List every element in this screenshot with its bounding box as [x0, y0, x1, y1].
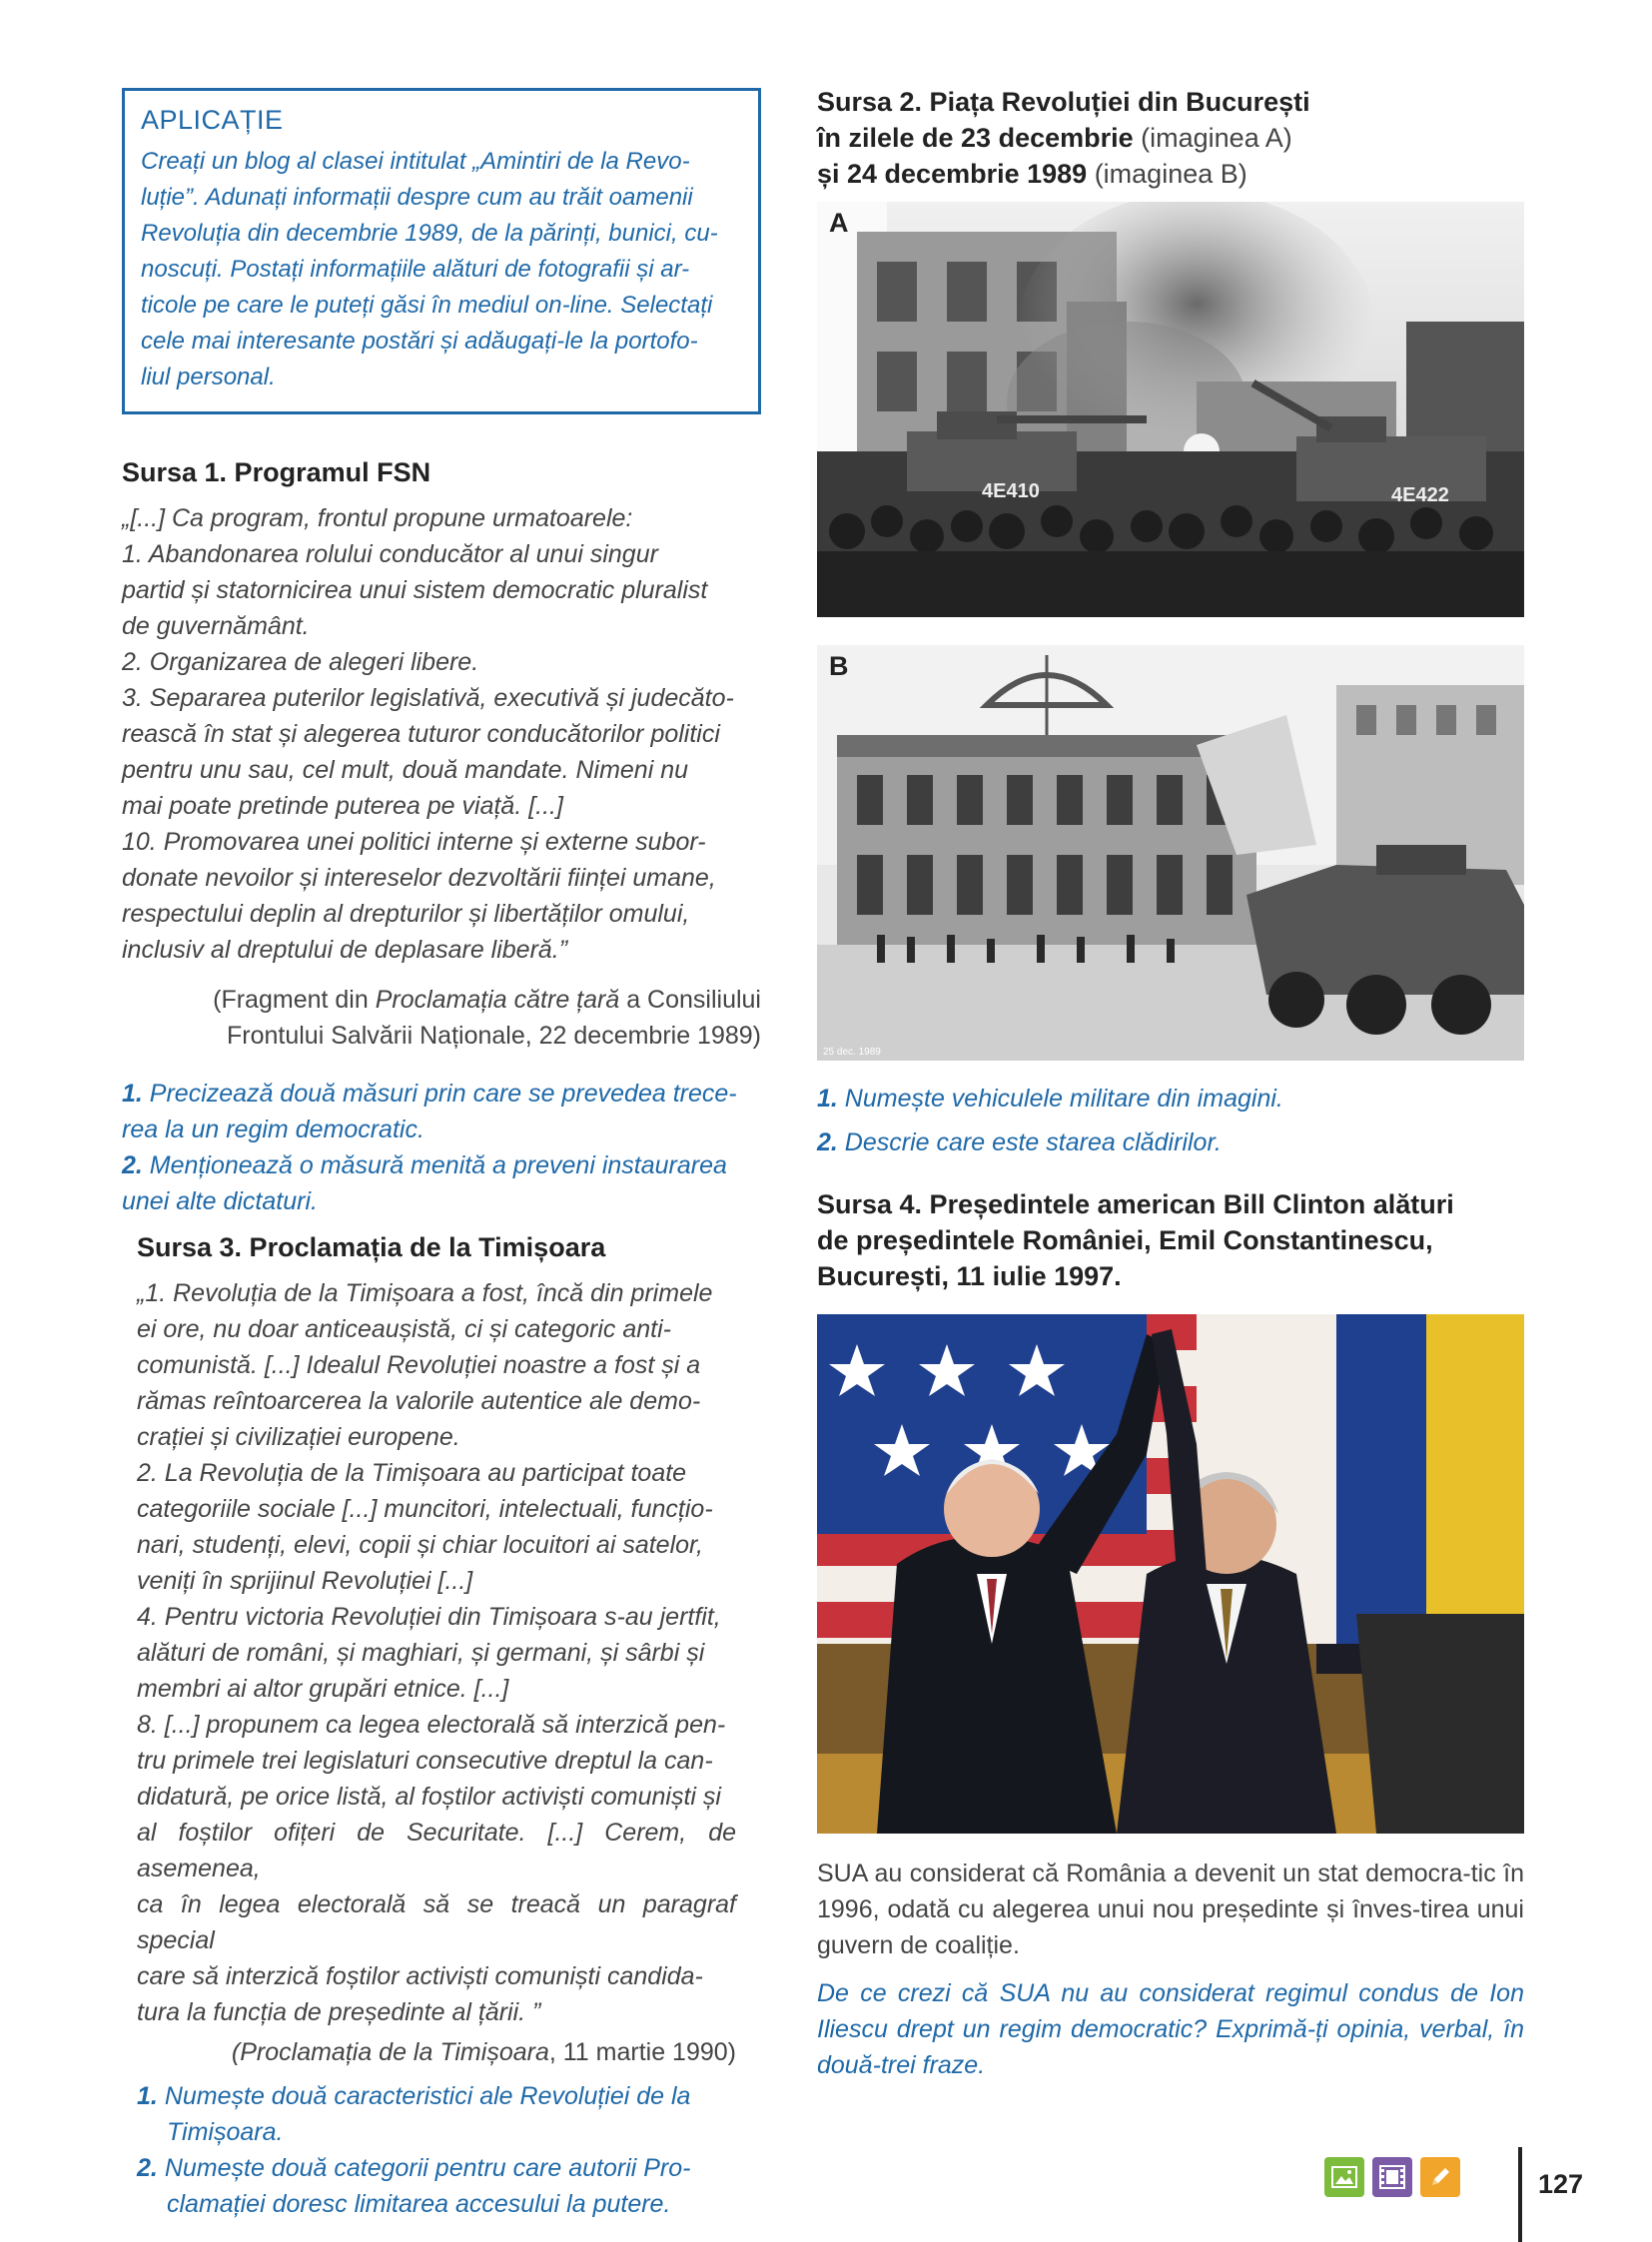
source4-question: De ce crezi că SUA nu au considerat regimul condus de Ion Iliescu drept un regim democratic? Exprimă-ți opinia, verbal, în două-trei fraze. [817, 1979, 1524, 2079]
title-line [817, 156, 1524, 192]
source1-citation [122, 982, 761, 1054]
title-bold: și 24 decembrie 1989 [817, 159, 1088, 189]
source1-line: 10. Promovarea unei politici interne și externe subor- [122, 828, 706, 856]
source1-text [122, 500, 761, 968]
source3-line: tura la funcția de președinte al țării. ” [137, 1998, 541, 2026]
application-line: noscuți. Postați informațiile alături de fotografii și ar- [141, 256, 690, 283]
source3-line: rămas reîntoarcerea la valorile autentice ale demo- [137, 1387, 701, 1415]
source3-line: crației și civilizației europene. [137, 1423, 460, 1451]
photo-b [817, 645, 1524, 1061]
source4-title [817, 1186, 1524, 1294]
source3-citation [137, 2034, 736, 2070]
photo-b-image [817, 645, 1524, 1061]
source2-question-2 [817, 1124, 1524, 1160]
source3-line: alături de români, și maghiari, și germani, și sârbi și [137, 1639, 705, 1667]
question-number: 2. [817, 1128, 838, 1156]
source3-line: care să interzică foștilor activiști comuniști candida- [137, 1962, 703, 1990]
source3-line: al foștilor ofițeri de Securitate. [...] Cerem, de asemenea, [137, 1819, 736, 1882]
question-number: 2. [137, 2154, 158, 2182]
application-line: Revoluția din decembrie 1989, de la părinți, bunici, cu- [141, 220, 718, 247]
photo-a-image [817, 202, 1524, 617]
source3-line: categoriile sociale [...] muncitori, intelectuali, funcțio- [137, 1495, 713, 1523]
application-title: APLICAȚIE [141, 105, 284, 135]
pencil-icon[interactable] [1420, 2157, 1460, 2197]
source2-question-1 [817, 1081, 1524, 1117]
source1-title: Sursa 1. Programul FSN [122, 457, 431, 487]
title-line: Sursa 4. Președintele american Bill Clinton alături [817, 1189, 1454, 1219]
question-text: Precizează două măsuri prin care se prevedea trece-rea la un regim democratic. [122, 1080, 737, 1143]
source3-title: Sursa 3. Proclamația de la Timișoara [137, 1232, 606, 1262]
source3-line: 8. [...] propunem ca legea electorală să interzică pen- [137, 1711, 726, 1739]
source2-title [817, 84, 1524, 192]
tank-plate-1: 4E410 [982, 480, 1040, 502]
page-number: 127 [1538, 2169, 1584, 2199]
source3-block [122, 1229, 736, 2222]
source1-line: partid și statornicirea unui sistem democratic pluralist [122, 576, 708, 604]
application-line: ticole pe care le puteți găsi în mediul on-line. Selectați [141, 292, 713, 319]
question-number: 1. [122, 1080, 143, 1108]
source1-line: donate nevoilor și intereselor dezvoltării ființei umane, [122, 864, 716, 892]
photo-clinton-constantinescu [817, 1314, 1524, 1834]
title-normal: (imaginea B) [1087, 159, 1247, 189]
source3-line: 2. La Revoluția de la Timișoara au participat toate [137, 1459, 687, 1487]
source1-line: 2. Organizarea de alegeri libere. [122, 648, 479, 676]
question-number: 1. [817, 1085, 838, 1113]
source3-line: nari, studenți, elevi, copii și chiar locuitori ai satelor, [137, 1531, 703, 1559]
source3-line: veniți în sprijinul Revoluției [...] [137, 1567, 473, 1595]
question-text: Descrie care este starea clădirilor. [837, 1128, 1222, 1156]
citation-title: Proclamația către țară [375, 986, 620, 1014]
application-line: cele mai interesante postări și adăugați-le la portofo- [141, 328, 698, 355]
source1-question-1 [122, 1076, 761, 1147]
title-line [817, 120, 1524, 156]
application-line: Creați un blog al clasei intitulat „Amintiri de la Revo- [141, 148, 690, 175]
photo-b-stamp: 25 dec. 1989 [823, 1047, 881, 1058]
question-text: Menționează o măsură menită a preveni instaurarea unei alte dictaturi. [122, 1151, 727, 1215]
source1-line: 1. Abandonarea rolului conducător al unui singur [122, 540, 658, 568]
source3-line: ei ore, nu doar anticeaușistă, ci și categoric anti- [137, 1315, 671, 1343]
question-number: 1. [137, 2082, 158, 2110]
source3-line: didatură, pe orice listă, al foștilor activiști comuniști și [137, 1783, 721, 1811]
tank-plate-2: 4E422 [1391, 484, 1449, 506]
source1-line: „[...] Ca program, frontul propune urmatoarele: [122, 504, 633, 532]
question-number: 2. [122, 1151, 143, 1179]
application-body [141, 144, 742, 395]
citation-text: , 11 martie 1990) [548, 2038, 736, 2066]
question-text: Numește două caracteristici ale Revoluției de la Timișoara. [164, 2082, 691, 2146]
source4-body: SUA au considerat că România a devenit un stat democra-tic în 1996, odată cu alegerea unui nou președinte și înves-tirea unui guvern de coaliție. [817, 1860, 1524, 1959]
source1-line: de guvernământ. [122, 612, 310, 640]
application-box [122, 88, 761, 414]
source1-line: inclusiv al dreptului de deplasare liberă.” [122, 936, 568, 964]
title-line: București, 11 iulie 1997. [817, 1261, 1122, 1291]
photo-a-label: A [829, 208, 849, 238]
source3-question-1 [137, 2078, 736, 2150]
source1-line: rească în stat și alegerea tuturor conducătorilor politici [122, 720, 720, 748]
source1-line: pentru unu sau, cel mult, două mandate. Nimeni nu [122, 756, 689, 784]
left-column [122, 88, 761, 2222]
source3-line: membri ai altor grupări etnice. [...] [137, 1675, 509, 1703]
source1-line: mai poate pretinde puterea pe viață. [...] [122, 792, 563, 820]
question-text: Numește vehiculele militare din imagini. [837, 1085, 1283, 1113]
citation-title: (Proclamația de la Timișoara [231, 2038, 549, 2066]
citation-text: a Consiliului [619, 986, 761, 1014]
source3-line: tru primele trei legislaturi consecutive dreptul la can- [137, 1747, 713, 1775]
source3-text [137, 1275, 736, 2030]
page-number-rule [1518, 2147, 1522, 2242]
source3-line: ca în legea electorală să se treacă un paragraf special [137, 1890, 736, 1954]
source1-question-2 [122, 1147, 761, 1219]
source3-line: 4. Pentru victoria Revoluției din Timișoara s-au jertfit, [137, 1603, 721, 1631]
application-line: luție”. Adunați informații despre cum au trăit oamenii [141, 184, 693, 211]
source1-line: 3. Separarea puterilor legislativă, executivă și judecăto- [122, 684, 734, 712]
source1-line: respectului deplin al drepturilor și libertăților omului, [122, 900, 690, 928]
title-line: Sursa 2. Piața Revoluției din București [817, 87, 1310, 117]
image-icon[interactable] [1324, 2157, 1364, 2197]
source3-question-2 [137, 2150, 736, 2222]
title-bold: în zilele de 23 decembrie [817, 123, 1134, 153]
footer-icons [1324, 2157, 1460, 2197]
source3-line: „1. Revoluția de la Timișoara a fost, încă din primele [137, 1279, 713, 1307]
right-column [817, 84, 1524, 2083]
photo-b-label: B [829, 651, 849, 681]
title-line: de președintele României, Emil Constantinescu, [817, 1225, 1433, 1255]
title-normal: (imaginea A) [1133, 123, 1292, 153]
application-line: liul personal. [141, 364, 276, 390]
photo-a [817, 202, 1524, 617]
photo-source4-image [817, 1314, 1524, 1834]
citation-text: (Fragment din [213, 986, 376, 1014]
citation-line2: Frontului Salvării Naționale, 22 decembrie 1989) [226, 1022, 761, 1050]
source3-line: comunistă. [...] Idealul Revoluției noastre a fost și a [137, 1351, 701, 1379]
question-text: Numește două categorii pentru care autorii Pro-clamației doresc limitarea accesului la putere. [164, 2154, 691, 2218]
film-icon[interactable] [1372, 2157, 1412, 2197]
